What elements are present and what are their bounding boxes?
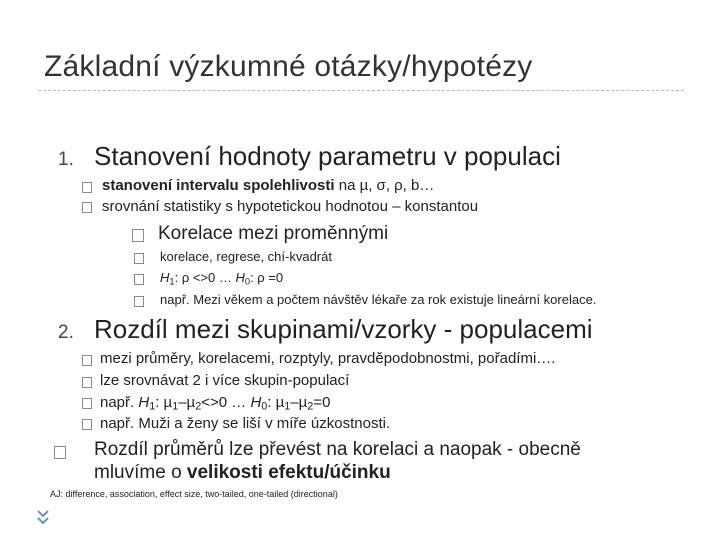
title-divider [38,90,684,91]
effect-size-bold: velikosti efektu/účinku [186,462,391,483]
hypothesis-subscript: 0 [261,400,268,413]
section-2-heading: Rozdíl mezi skupinami/vzorky - populacemi [94,314,593,344]
checkbox-bullet-icon [54,446,66,459]
hypothesis-subscript: 2 [307,400,314,413]
hypothesis-text: : µ [155,394,173,411]
hypothesis-text: –µ [178,394,196,411]
hypothesis-subscript: 1 [172,400,179,413]
section-2-bullet-1: mezi průměry, korelacemi, rozptyly, pravděpodobnostmi, pořadími…. [100,350,556,367]
checkbox-bullet-icon [82,419,92,430]
chevron-down-icon[interactable] [36,508,50,528]
effect-size-line-1: Rozdíl průměrů lze převést na korelaci a naopak - obecně [94,439,581,460]
hypothesis-h-letter: H [235,270,245,285]
checkbox-bullet-icon [134,296,144,307]
hypothesis-text: : ρ <>0 … [174,270,236,285]
checkbox-bullet-icon [82,355,92,366]
hypothesis-subscript: 1 [169,276,175,287]
section-2-bullet-3 [100,394,330,413]
checkbox-bullet-icon [82,377,92,388]
section-2-number: 2. [58,322,74,343]
checkbox-bullet-icon [132,229,144,242]
hypothesis-text: : ρ =0 [250,270,284,285]
correlation-bullet-3: např. Mezi věkem a počtem návštěv lékaře za rok existuje lineární korelace. [160,292,597,307]
effect-size-line-2: mluvíme o [94,462,187,483]
hypothesis-subscript: 2 [195,400,202,413]
checkbox-bullet-icon [82,182,92,193]
english-terms-footnote: AJ: difference, association, effect size, two-tailed, one-tailed (directional) [50,489,338,499]
correlation-bullet-1: korelace, regrese, chí-kvadrát [160,249,332,264]
hypothesis-text: <>0 … [201,394,251,411]
effect-size-statement [94,438,581,484]
correlation-bullet-2 [160,270,283,286]
hypothesis-h-letter: H [250,394,262,411]
checkbox-bullet-icon [82,202,92,213]
hypothesis-subscript: 0 [244,276,251,287]
checkbox-bullet-icon [82,398,92,409]
section-1-heading: Stanovení hodnoty parametru v populaci [94,141,561,171]
hypothesis-subscript: 1 [149,400,156,413]
hypothesis-text: : µ [267,394,285,411]
hypothesis-subscript: 1 [284,400,291,413]
hypothesis-h-letter: H [138,394,150,411]
bullet-bold-text: stanovení intervalu spolehlivosti [102,177,335,194]
checkbox-bullet-icon [134,253,144,264]
checkbox-bullet-icon [134,274,144,285]
section-1-bullet-1 [102,177,434,194]
section-1-bullet-2: srovnání statistiky s hypotetickou hodnotou – konstantou [102,198,479,215]
hypothesis-text: =0 [313,394,331,411]
section-2-bullet-4: např. Muži a ženy se liší v míře úzkostnosti. [100,415,391,432]
bullet-rest-text: na µ, σ, ρ, b… [334,177,435,194]
hypothesis-text: –µ [290,394,308,411]
hypothesis-text: např. [100,394,139,411]
slide-title: Základní výzkumné otázky/hypotézy [44,50,533,83]
section-1-number: 1. [58,149,74,170]
correlation-subheading: Korelace mezi proměnnými [158,223,389,244]
hypothesis-h-letter: H [160,270,170,285]
section-2-bullet-2: lze srovnávat 2 i více skupin-populací [100,372,350,389]
